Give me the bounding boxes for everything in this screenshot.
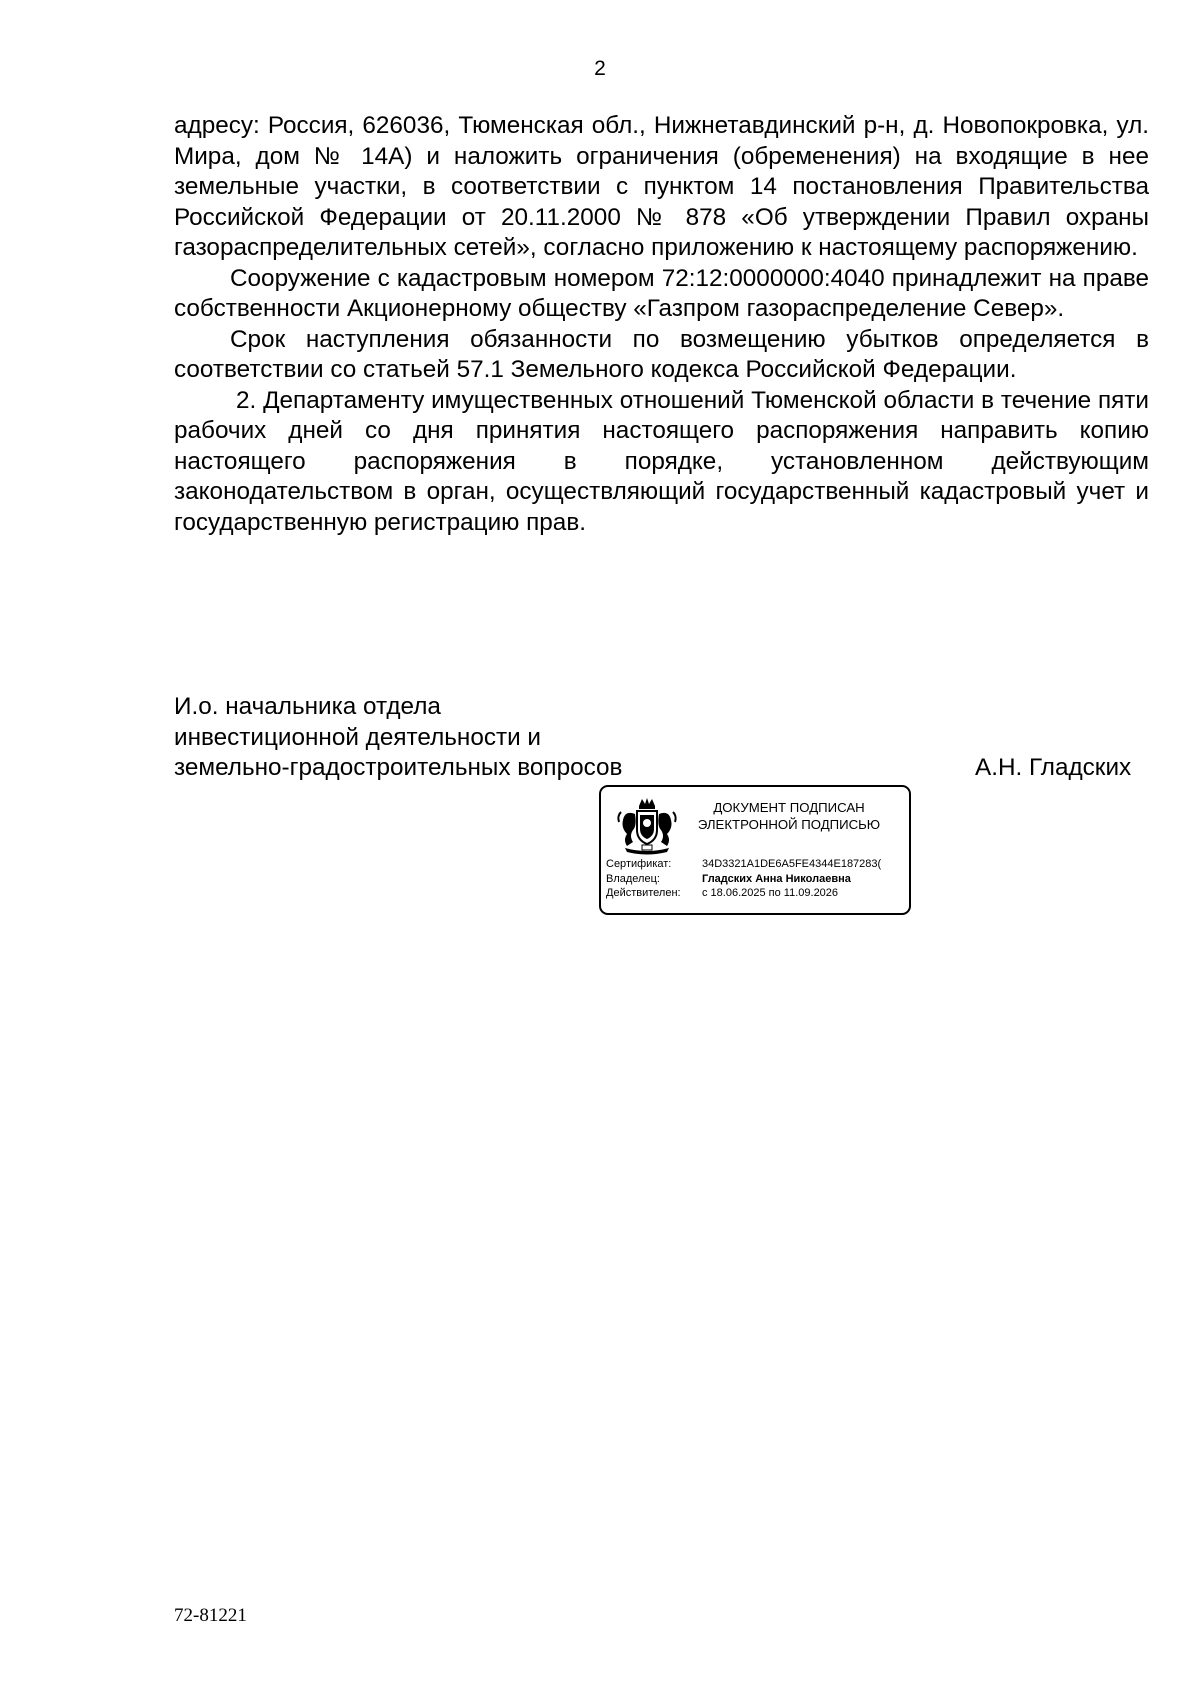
- stamp-row-label: Владелец:: [606, 872, 660, 885]
- paragraph-ownership: Сооружение с кадастровым номером 72:12:0000000:4040 принадлежит на праве собственности Акционерному обществу «Газпром газораспределение Север».: [174, 264, 1149, 322]
- stamp-row-value: с 18.06.2025 по 11.09.2026: [702, 887, 839, 900]
- stamp-row-label: Действителен:: [606, 887, 681, 900]
- stamp-row-value: Гладских Анна Николаевна: [702, 872, 851, 885]
- document-body: [174, 111, 1149, 538]
- stamp-row-validity: [606, 886, 906, 901]
- signatory-position: [174, 692, 622, 784]
- stamp-title-line: ДОКУМЕНТ ПОДПИСАН: [713, 800, 865, 815]
- stamp-row-owner: [606, 872, 906, 887]
- document-code: 72-81221: [174, 1605, 247, 1626]
- page-number: 2: [594, 57, 606, 80]
- stamp-details: [606, 857, 906, 901]
- signatory-position-line: инвестиционной деятельности и: [174, 723, 542, 751]
- signatory-position-line: земельно-градостроительных вопросов: [174, 754, 623, 781]
- electronic-signature-stamp: [599, 785, 911, 915]
- signatory-name: А.Н. Гладских: [975, 754, 1132, 781]
- paragraph-address: адресу: Россия, 626036, Тюменская обл., Нижнетавдинский р-н, д. Новопокровка, ул. Мира, дом № 14А) и наложить ограничения (обременения) на входящие в нее земельные участки, в соответствии с пунктом 14 постановления Правительства Российской Федерации от 20.11.2000 № 878 «Об утверждении Правил охраны газораспределительных сетей», согласно приложению к настоящему распоряжению.: [174, 112, 1149, 261]
- paragraph-compensation-term: Срок наступления обязанности по возмещению убытков определяется в соответствии со статьей 57.1 Земельного кодекса Российской Федерации.: [174, 325, 1149, 383]
- paragraph-item-2: 2. Департаменту имущественных отношений Тюменской области в течение пяти рабочих дней со дня принятия настоящего распоряжения направить копию настоящего распоряжения в порядке, установленном действующим законодательством в орган, осуществляющий государственный кадастровый учет и государственную регистрацию прав.: [174, 386, 1149, 536]
- stamp-row-label: Сертификат:: [606, 858, 672, 870]
- signatory-position-line: И.о. начальника отдела: [174, 693, 441, 720]
- coat-of-arms-icon: [611, 796, 683, 856]
- stamp-row-value: 34D3321A1DE6A5FE4344E187283(: [702, 858, 882, 870]
- stamp-title: [679, 799, 899, 833]
- stamp-title-line: ЭЛЕКТРОННОЙ ПОДПИСЬЮ: [697, 817, 881, 832]
- stamp-row-certificate: [606, 857, 906, 872]
